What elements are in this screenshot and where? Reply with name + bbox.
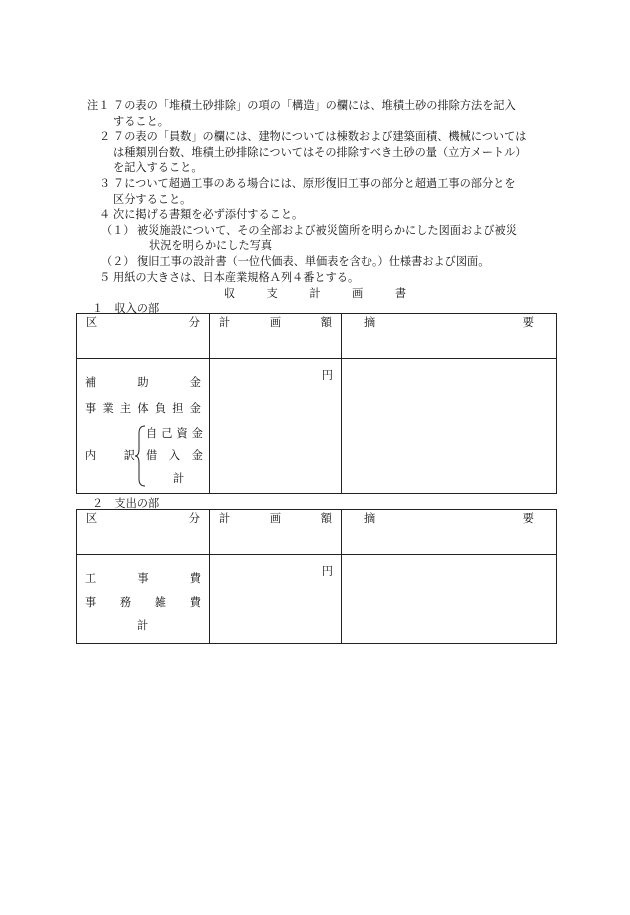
row-char: 内: [85, 449, 97, 462]
header-char: 摘: [364, 512, 376, 525]
tekiyo-header: [342, 314, 557, 359]
row-uchiwake: [85, 447, 135, 463]
title-char: 書: [394, 287, 407, 300]
row-char: 主: [119, 402, 132, 415]
page-title: [0, 285, 630, 301]
row-char: 金: [191, 427, 203, 440]
note-continuation: 区分すること。: [113, 192, 192, 206]
row-char: 資: [176, 427, 188, 440]
header-char: 画: [269, 512, 282, 525]
income-body-row: [77, 359, 557, 494]
note-3: [87, 176, 557, 207]
title-char: 収: [223, 287, 236, 300]
row-char: 担: [172, 402, 184, 415]
header-char: 計: [219, 316, 231, 329]
header-char: 計: [219, 512, 231, 525]
income-kubun-cell: [77, 359, 210, 494]
subnote-continuation: 状況を明らかにした写真: [149, 239, 273, 253]
note-text: 次に掲げる書類を必ず添付すること。: [113, 208, 304, 222]
row-char: 工: [85, 572, 97, 585]
header-char: 区: [86, 512, 98, 525]
row-jigyo-futan: [85, 400, 201, 416]
income-section-label: １ 収入の部: [92, 302, 160, 315]
expense-body-row: [77, 555, 557, 644]
row-char: 借: [146, 449, 158, 462]
row-char: 事: [85, 596, 97, 609]
row-char: 事: [85, 402, 97, 415]
note-text: ７の表の「堆積土砂排除」の項の「構造」の欄には、堆積土砂の排除方法を記入: [113, 99, 516, 112]
kubun-header: [77, 510, 210, 555]
header-char: 要: [522, 316, 534, 329]
note-number: 注１: [87, 99, 110, 112]
note-text: 用紙の大きさは、日本産業規格Ａ列４番とする。: [113, 270, 360, 284]
header-char: 分: [188, 512, 200, 525]
row-kei: 計: [137, 619, 149, 632]
note-continuation: すること。: [113, 114, 169, 128]
row-char: 助: [137, 376, 149, 389]
subnote-number: （１）: [101, 223, 135, 237]
row-char: 雑: [154, 596, 167, 609]
kubun-header: [77, 314, 210, 359]
row-char: 業: [102, 402, 114, 415]
expense-keikaku-cell: [210, 555, 342, 644]
subnote-1: [87, 223, 557, 254]
subnote-2: [87, 254, 557, 270]
keikaku-header: [210, 314, 342, 359]
title-char: 支: [266, 287, 278, 300]
notes-section: [87, 98, 557, 285]
header-char: 摘: [364, 316, 376, 329]
income-keikaku-cell: [210, 359, 342, 494]
note-text: ７の表の「員数」の欄には、建物については棟数および建築面積、機械については: [113, 130, 527, 144]
row-char: 体: [137, 402, 149, 415]
note-5: [87, 270, 557, 286]
header-char: 額: [320, 512, 332, 525]
expense-section-label: ２ 支出の部: [92, 497, 160, 510]
header-char: 画: [269, 316, 282, 329]
row-char: 訳: [123, 449, 135, 462]
income-tekiyo-cell: [342, 359, 557, 494]
row-char: 務: [119, 596, 132, 609]
row-char: 金: [189, 376, 201, 389]
row-char: 金: [191, 449, 203, 462]
row-char: 入: [168, 449, 181, 462]
note-4: [87, 207, 557, 223]
row-char: 金: [189, 402, 201, 415]
income-header-row: [77, 314, 557, 359]
keikaku-header: [210, 510, 342, 555]
subnote-text: 復旧工事の設計書（一位代価表、単価表を含む。）仕様書および図面。: [137, 254, 490, 268]
row-char: 費: [189, 596, 201, 609]
note-1: [87, 98, 557, 129]
row-char: 己: [161, 427, 173, 440]
header-char: 分: [188, 316, 200, 329]
note-continuation: を記入すること。: [113, 161, 203, 175]
title-char: 計: [309, 287, 321, 300]
yen-unit: 円: [321, 565, 333, 578]
header-char: 額: [320, 316, 332, 329]
subnote-text: 被災施設について、その全部および被災箇所を明らかにした図面および被災: [137, 223, 517, 237]
subnote-number: （２）: [101, 254, 135, 268]
row-char: 補: [85, 376, 97, 389]
row-jiko-shikin: [146, 425, 203, 441]
row-char: 費: [189, 572, 201, 585]
row-char: 負: [154, 402, 167, 415]
row-char: 自: [146, 427, 158, 440]
note-number: ２: [99, 130, 111, 144]
row-char: 事: [137, 572, 149, 585]
row-jimu-zappi: [85, 594, 201, 610]
note-text: ７について超過工事のある場合には、原形復旧工事の部分と超過工事の部分とを: [113, 176, 516, 190]
row-kei: 計: [173, 472, 185, 485]
note-2: [87, 129, 557, 176]
row-hojokin: [85, 374, 201, 390]
row-kojihi: [85, 570, 201, 586]
note-continuation: は種類別台数、堆積土砂排除についてはその排除すべき土砂の量（立方メートル）: [113, 145, 527, 159]
tekiyo-header: [342, 510, 557, 555]
expense-header-row: [77, 510, 557, 555]
income-table: [76, 313, 557, 494]
expense-table: [76, 509, 557, 644]
row-kariirekin: [146, 447, 203, 463]
expense-kubun-cell: [77, 555, 210, 644]
note-number: ５: [99, 270, 111, 284]
yen-unit: 円: [321, 369, 333, 382]
title-char: 画: [352, 287, 364, 300]
note-number: ４: [99, 208, 111, 222]
header-char: 要: [522, 512, 534, 525]
header-char: 区: [86, 316, 98, 329]
expense-tekiyo-cell: [342, 555, 557, 644]
note-number: ３: [99, 176, 111, 190]
